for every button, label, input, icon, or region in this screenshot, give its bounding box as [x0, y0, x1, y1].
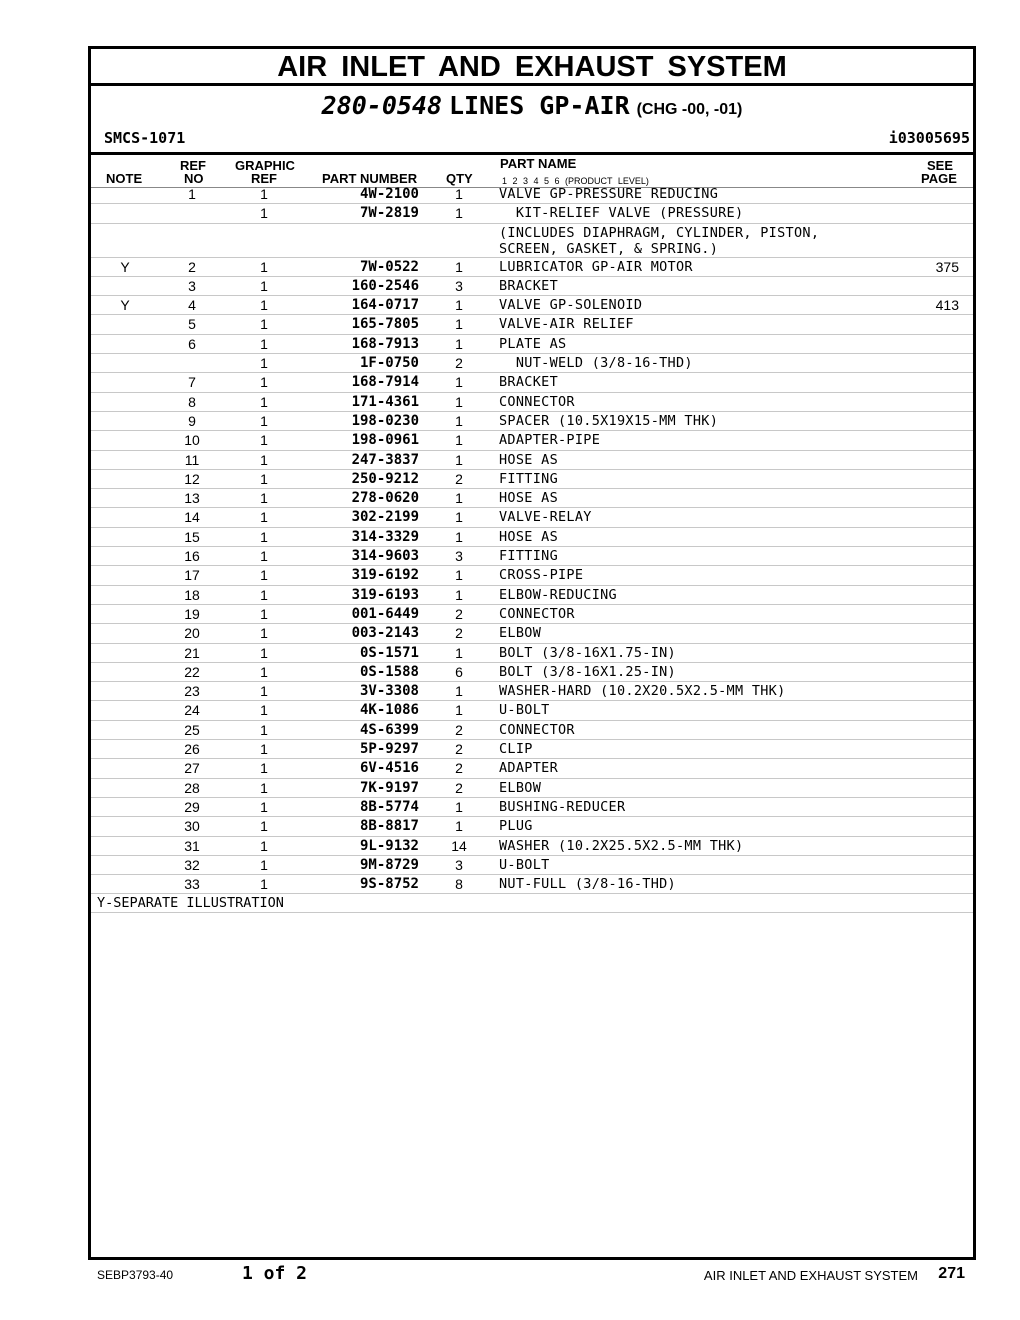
- cell-part-name: BRACKET: [499, 277, 558, 294]
- table-row: [91, 779, 973, 798]
- cell-part-name: CONNECTOR: [499, 721, 575, 738]
- cell-part-number: 9L-9132: [359, 837, 419, 854]
- cell-graphic-ref: 1: [260, 451, 268, 468]
- cell-graphic-ref: 1: [260, 548, 268, 565]
- cell-graphic-ref: 1: [260, 605, 268, 622]
- cell-part-name: HOSE AS: [499, 451, 558, 468]
- cell-part-number: 1F-0750: [359, 355, 419, 372]
- cell-graphic-ref: 1: [260, 702, 268, 719]
- cell-ref-no: 29: [184, 798, 200, 815]
- header-see-bottom: PAGE: [921, 171, 957, 186]
- cell-ref-no: 10: [184, 432, 200, 449]
- cell-part-number: 302-2199: [351, 509, 419, 526]
- cell-graphic-ref: 1: [260, 297, 268, 314]
- table-row: [91, 856, 973, 875]
- cell-graphic-ref: 1: [260, 528, 268, 545]
- footer-doc-id: SEBP3793-40: [97, 1268, 174, 1282]
- cell-graphic-ref: 1: [260, 316, 268, 333]
- cell-graphic-ref: 1: [260, 335, 268, 352]
- table-row: [91, 837, 973, 856]
- cell-ref-no: 7: [188, 374, 196, 391]
- cell-part-name: NUT-WELD (3/8-16-THD): [499, 355, 693, 372]
- illustration-id: i03005695: [888, 129, 970, 147]
- cell-qty: 2: [455, 741, 463, 758]
- cell-part-name: U-BOLT: [499, 702, 550, 719]
- cell-ref-no: 25: [184, 721, 200, 738]
- cell-graphic-ref: 1: [260, 760, 268, 777]
- footer-sheet: 1 of 2: [242, 1263, 308, 1284]
- cell-ref-no: 21: [184, 644, 200, 661]
- cell-part-number: 9M-8729: [359, 856, 419, 873]
- table-row: [91, 393, 973, 412]
- cell-part-number: 001-6449: [351, 605, 419, 622]
- cell-ref-no: 28: [184, 779, 200, 796]
- table-row: [91, 315, 973, 334]
- footnote: Y-SEPARATE ILLUSTRATION: [91, 894, 973, 913]
- cell-graphic-ref: 1: [260, 258, 268, 275]
- cell-part-name: ELBOW: [499, 779, 542, 796]
- cell-part-name: CONNECTOR: [499, 393, 575, 410]
- cell-ref-no: 26: [184, 741, 200, 758]
- cell-part-name: KIT-RELIEF VALVE (PRESSURE): [499, 205, 744, 222]
- table-row: [91, 817, 973, 836]
- cell-part-number: 198-0230: [351, 412, 419, 429]
- cell-part-name: WASHER (10.2X25.5X2.5-MM THK): [499, 837, 744, 854]
- cell-part-number: 250-9212: [351, 470, 419, 487]
- cell-graphic-ref: 1: [260, 856, 268, 873]
- cell-part-number: 164-0717: [351, 297, 419, 314]
- cell-qty: 14: [451, 837, 467, 854]
- table-row: [91, 566, 973, 585]
- table-row: [91, 682, 973, 701]
- cell-qty: 1: [455, 186, 463, 202]
- table-row: [91, 204, 973, 223]
- cell-qty: 3: [455, 277, 463, 294]
- cell-part-name: ADAPTER-PIPE: [499, 432, 601, 449]
- cell-qty: 2: [455, 721, 463, 738]
- cell-part-number: 319-6193: [351, 586, 419, 603]
- cell-part-number: 0S-1571: [359, 644, 419, 661]
- cell-graphic-ref: 1: [260, 683, 268, 700]
- cell-part-name: ADAPTER: [499, 760, 558, 777]
- cell-qty: 1: [455, 567, 463, 584]
- cell-ref-no: 6: [188, 335, 196, 352]
- header-qty: QTY: [446, 171, 473, 186]
- cell-ref-no: 5: [188, 316, 196, 333]
- cell-see-page: 375: [935, 258, 959, 275]
- cell-qty: 1: [455, 509, 463, 526]
- footer-page-number: 271: [938, 1265, 965, 1282]
- table-row: [91, 701, 973, 720]
- cell-part-number: 003-2143: [351, 625, 419, 642]
- cell-part-number: 165-7805: [351, 316, 419, 333]
- cell-ref-no: 17: [184, 567, 200, 584]
- table-row: [91, 431, 973, 450]
- table-row: [91, 508, 973, 527]
- cell-graphic-ref: 1: [260, 205, 268, 222]
- cell-qty: 2: [455, 760, 463, 777]
- cell-part-number: 6V-4516: [359, 760, 419, 777]
- cell-part-number: 314-9603: [351, 548, 419, 565]
- group-name: LINES GP-AIR: [449, 91, 630, 120]
- cell-ref-no: 22: [184, 663, 200, 680]
- header-part-name: PART NAME: [500, 156, 577, 171]
- cell-part-number: 8B-5774: [359, 798, 419, 815]
- cell-part-name: VALVE GP-PRESSURE REDUCING: [499, 186, 719, 202]
- cell-graphic-ref: 1: [260, 798, 268, 815]
- table-row: [91, 335, 973, 354]
- cell-part-number: 278-0620: [351, 490, 419, 507]
- smcs-code: SMCS-1071: [104, 129, 186, 147]
- cell-graphic-ref: 1: [260, 374, 268, 391]
- parts-list-frame: [88, 46, 976, 1260]
- cell-ref-no: 31: [184, 837, 200, 854]
- footer-section: AIR INLET AND EXHAUST SYSTEM: [703, 1268, 918, 1283]
- cell-graphic-ref: 1: [260, 509, 268, 526]
- cell-part-name: U-BOLT: [499, 856, 550, 873]
- cell-graphic-ref: 1: [260, 741, 268, 758]
- group-part-number: 280-0548: [321, 91, 443, 120]
- cell-ref-no: 15: [184, 528, 200, 545]
- cell-part-name: FITTING: [499, 470, 558, 487]
- cell-ref-no: 9: [188, 412, 196, 429]
- table-row: [91, 663, 973, 682]
- page-title: AIR INLET AND EXHAUST SYSTEM: [91, 49, 973, 86]
- cell-ref-no: 32: [184, 856, 200, 873]
- cell-part-number: 8B-8817: [359, 818, 419, 835]
- cell-qty: 1: [455, 297, 463, 314]
- cell-ref-no: 24: [184, 702, 200, 719]
- cell-part-name: SPACER (10.5X19X15-MM THK): [499, 412, 719, 429]
- cell-part-name: PLUG: [499, 818, 533, 835]
- header-graphic-top: GRAPHIC: [235, 158, 295, 173]
- table-row: [91, 644, 973, 663]
- cell-part-number: 247-3837: [351, 451, 419, 468]
- parts-table-body: [91, 185, 973, 913]
- cell-qty: 1: [455, 335, 463, 352]
- cell-graphic-ref: 1: [260, 355, 268, 372]
- cell-qty: 2: [455, 605, 463, 622]
- cell-qty: 1: [455, 316, 463, 333]
- cell-qty: 1: [455, 490, 463, 507]
- cell-part-number: 3V-3308: [359, 683, 419, 700]
- cell-ref-no: 16: [184, 548, 200, 565]
- cell-qty: 2: [455, 470, 463, 487]
- cell-qty: 1: [455, 432, 463, 449]
- cell-part-name: CLIP: [499, 741, 533, 758]
- cell-part-name: (INCLUDES DIAPHRAGM, CYLINDER, PISTON, SCREEN, GASKET, & SPRING.): [499, 224, 820, 257]
- table-row: [91, 277, 973, 296]
- cell-graphic-ref: 1: [260, 490, 268, 507]
- table-row: [91, 258, 973, 277]
- cell-see-page: 413: [935, 297, 959, 314]
- cell-qty: 2: [455, 779, 463, 796]
- cell-part-number: 171-4361: [351, 393, 419, 410]
- cell-part-number: 7K-9197: [359, 779, 419, 796]
- table-row: [91, 373, 973, 392]
- cell-qty: 6: [455, 663, 463, 680]
- table-row: [91, 605, 973, 624]
- cell-qty: 8: [455, 876, 463, 893]
- cell-part-name: BOLT (3/8-16X1.25-IN): [499, 663, 676, 680]
- table-row: [91, 875, 973, 894]
- cell-qty: 2: [455, 355, 463, 372]
- cell-part-number: 314-3329: [351, 528, 419, 545]
- table-row: [91, 721, 973, 740]
- table-row: [91, 740, 973, 759]
- table-header: [91, 152, 973, 188]
- cell-ref-no: 11: [184, 451, 200, 468]
- cell-ref-no: 23: [184, 683, 200, 700]
- header-graphic-bottom: REF: [251, 171, 277, 186]
- cell-qty: 1: [455, 798, 463, 815]
- cell-ref-no: 19: [184, 605, 200, 622]
- cell-part-number: 0S-1588: [359, 663, 419, 680]
- cell-qty: 1: [455, 412, 463, 429]
- cell-part-number: 4K-1086: [359, 702, 419, 719]
- cell-part-name: FITTING: [499, 548, 558, 565]
- cell-graphic-ref: 1: [260, 837, 268, 854]
- cell-qty: 1: [455, 644, 463, 661]
- cell-qty: 1: [455, 586, 463, 603]
- cell-ref-no: 27: [184, 760, 200, 777]
- table-row: [91, 489, 973, 508]
- cell-qty: 1: [455, 451, 463, 468]
- cell-qty: 1: [455, 528, 463, 545]
- table-row: [91, 624, 973, 643]
- cell-part-number: 5P-9297: [359, 741, 419, 758]
- table-row: [91, 798, 973, 817]
- cell-part-name: VALVE GP-SOLENOID: [499, 297, 643, 314]
- table-row: [91, 451, 973, 470]
- cell-graphic-ref: 1: [260, 876, 268, 893]
- cell-ref-no: 20: [184, 625, 200, 642]
- change-level: (CHG -00, -01): [636, 101, 743, 118]
- cell-part-name: CONNECTOR: [499, 605, 575, 622]
- cell-graphic-ref: 1: [260, 470, 268, 487]
- cell-ref-no: 18: [184, 586, 200, 603]
- header-product-level: 1 2 3 4 5 6 (PRODUCT LEVEL): [502, 176, 649, 186]
- cell-graphic-ref: 1: [260, 644, 268, 661]
- cell-graphic-ref: 1: [260, 818, 268, 835]
- cell-part-name: BUSHING-REDUCER: [499, 798, 626, 815]
- cell-part-number: 168-7913: [351, 335, 419, 352]
- cell-qty: 1: [455, 702, 463, 719]
- cell-ref-no: 13: [184, 490, 200, 507]
- cell-ref-no: 33: [184, 876, 200, 893]
- cell-graphic-ref: 1: [260, 586, 268, 603]
- cell-graphic-ref: 1: [260, 186, 268, 202]
- header-part-number: PART NUMBER: [322, 171, 418, 186]
- cell-graphic-ref: 1: [260, 663, 268, 680]
- cell-ref-no: 8: [188, 393, 196, 410]
- table-row: [91, 528, 973, 547]
- cell-ref-no: 4: [188, 297, 196, 314]
- cell-ref-no: 14: [184, 509, 200, 526]
- cell-graphic-ref: 1: [260, 779, 268, 796]
- cell-qty: 1: [455, 205, 463, 222]
- cell-note: Y: [120, 297, 130, 314]
- cell-part-name: HOSE AS: [499, 490, 558, 507]
- cell-part-name: VALVE-AIR RELIEF: [499, 316, 634, 333]
- header-note: NOTE: [106, 171, 143, 186]
- cell-qty: 3: [455, 856, 463, 873]
- table-row: [91, 354, 973, 373]
- cell-part-name: LUBRICATOR GP-AIR MOTOR: [499, 258, 693, 275]
- table-row: [91, 759, 973, 778]
- cell-graphic-ref: 1: [260, 393, 268, 410]
- cell-ref-no: 12: [184, 470, 200, 487]
- table-row: [91, 470, 973, 489]
- cell-graphic-ref: 1: [260, 625, 268, 642]
- cell-ref-no: 3: [188, 277, 196, 294]
- table-row: [91, 586, 973, 605]
- cell-ref-no: 30: [184, 818, 200, 835]
- cell-part-number: 168-7914: [351, 374, 419, 391]
- cell-qty: 2: [455, 625, 463, 642]
- header-ref-bottom: NO: [184, 171, 204, 186]
- cell-graphic-ref: 1: [260, 567, 268, 584]
- table-row: [91, 412, 973, 431]
- cell-qty: 1: [455, 374, 463, 391]
- header-ref-top: REF: [180, 158, 206, 173]
- header-see-top: SEE: [927, 158, 954, 173]
- cell-part-name: ELBOW-REDUCING: [499, 586, 617, 603]
- cell-note: Y: [120, 258, 130, 275]
- table-row: [91, 296, 973, 315]
- cell-graphic-ref: 1: [260, 721, 268, 738]
- cell-graphic-ref: 1: [260, 412, 268, 429]
- cell-qty: 1: [455, 258, 463, 275]
- table-row: [91, 224, 973, 258]
- cell-qty: 3: [455, 548, 463, 565]
- cell-part-name: WASHER-HARD (10.2X20.5X2.5-MM THK): [499, 683, 786, 700]
- cell-part-number: 9S-8752: [359, 876, 419, 893]
- table-row: [91, 185, 973, 204]
- cell-qty: 1: [455, 818, 463, 835]
- cell-part-name: BRACKET: [499, 374, 558, 391]
- cell-qty: 1: [455, 683, 463, 700]
- cell-part-name: ELBOW: [499, 625, 542, 642]
- cell-part-name: NUT-FULL (3/8-16-THD): [499, 876, 676, 893]
- cell-part-name: CROSS-PIPE: [499, 567, 584, 584]
- table-row: [91, 547, 973, 566]
- cell-graphic-ref: 1: [260, 432, 268, 449]
- cell-qty: 1: [455, 393, 463, 410]
- cell-part-number: 7W-0522: [359, 258, 419, 275]
- cell-part-number: 4W-2100: [359, 186, 419, 202]
- cell-ref-no: 2: [188, 258, 196, 275]
- cell-part-number: 160-2546: [351, 277, 419, 294]
- cell-part-name: VALVE-RELAY: [499, 509, 592, 526]
- cell-part-number: 4S-6399: [359, 721, 419, 738]
- cell-part-name: HOSE AS: [499, 528, 558, 545]
- cell-part-name: PLATE AS: [499, 335, 567, 352]
- cell-part-number: 7W-2819: [359, 205, 419, 222]
- cell-ref-no: 1: [188, 186, 196, 202]
- cell-part-number: 319-6192: [351, 567, 419, 584]
- cell-graphic-ref: 1: [260, 277, 268, 294]
- cell-part-name: BOLT (3/8-16X1.75-IN): [499, 644, 676, 661]
- cell-part-number: 198-0961: [351, 432, 419, 449]
- group-heading: [91, 91, 973, 121]
